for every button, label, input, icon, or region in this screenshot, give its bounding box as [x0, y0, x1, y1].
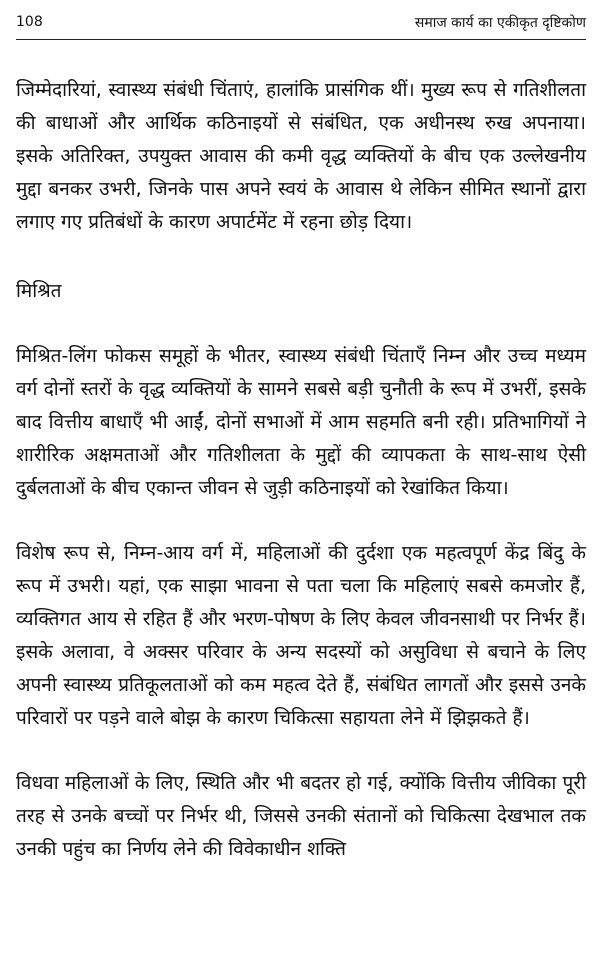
running-header	[16, 0, 586, 44]
book-title: समाज कार्य का एकीकृत दृष्टिकोण	[414, 15, 586, 31]
page-number: 108	[16, 14, 43, 30]
paragraph-1: जिम्मेदारियां, स्वास्थ्य संबंधी चिंताएं, हालांकि प्रासंगिक थीं। मुख्य रूप से गतिशीलता की बाधाओं और आर्थिक कठिनाइयों से संबंधित, एक अधीनस्थ रुख अपनाया। इसके अतिरिक्त, उपयुक्त आवास की कमी वृद्ध व्यक्तियों के बीच एक उल्लेखनीय मुद्दा बनकर उभरी, जिनके पास अपने स्वयं के आवास थे लेकिन सीमित स्थानों द्वारा लगाए गए प्रतिबंधों के कारण अपार्टमेंट में रहना छोड़ दिया।	[16, 79, 586, 233]
header-rule	[16, 39, 586, 40]
paragraph-4: विधवा महिलाओं के लिए, स्थिति और भी बदतर हो गई, क्योंकि वित्तीय जीविका पूरी तरह से उनके बच्चों पर निर्भर थी, जिससे उनकी संतानों को चिकित्सा देखभाल तक उनकी पहुंच का निर्णय लेने की विवेकाधीन शक्ति	[16, 772, 586, 860]
paragraph-2: मिश्रित-लिंग फोकस समूहों के भीतर, स्वास्थ्य संबंधी चिंताएँ निम्न और उच्च मध्यम वर्ग दोनों स्तरों के वृद्ध व्यक्तियों के सामने सबसे बड़ी चुनौती के रूप में उभरीं, इसके बाद वित्तीय बाधाएँ भी आईं, दोनों सभाओं में आम सहमति बनी रही। प्रतिभागियों ने शारीरिक अक्षमताओं और गतिशीलता के मुद्दों की व्यापकता के साथ-साथ ऐसी दुर्बलताओं के बीच एकान्त जीवन से जुड़ी कठिनाइयों को रेखांकित किया।	[16, 345, 586, 499]
paragraph-3: विशेष रूप से, निम्न-आय वर्ग में, महिलाओं की दुर्दशा एक महत्वपूर्ण केंद्र बिंदु के रूप में उभरी। यहां, एक साझा भावना से पता चला कि महिलाएं सबसे कमजोर हैं, व्यक्तिगत आय से रहित हैं और भरण-पोषण के लिए केवल जीवनसाथी पर निर्भर हैं। इसके अलावा, वे अक्सर परिवार के अन्य सदस्यों को असुविधा से बचाने के लिए अपनी स्वास्थ्य प्रतिकूलताओं को कम महत्व देते हैं, संबंधित लागतों और इससे उनके परिवारों पर पड़ने वाले बोझ के कारण चिकित्सा सहायता लेने में झिझकते हैं।	[16, 542, 586, 729]
section-heading: मिश्रित	[16, 280, 62, 302]
